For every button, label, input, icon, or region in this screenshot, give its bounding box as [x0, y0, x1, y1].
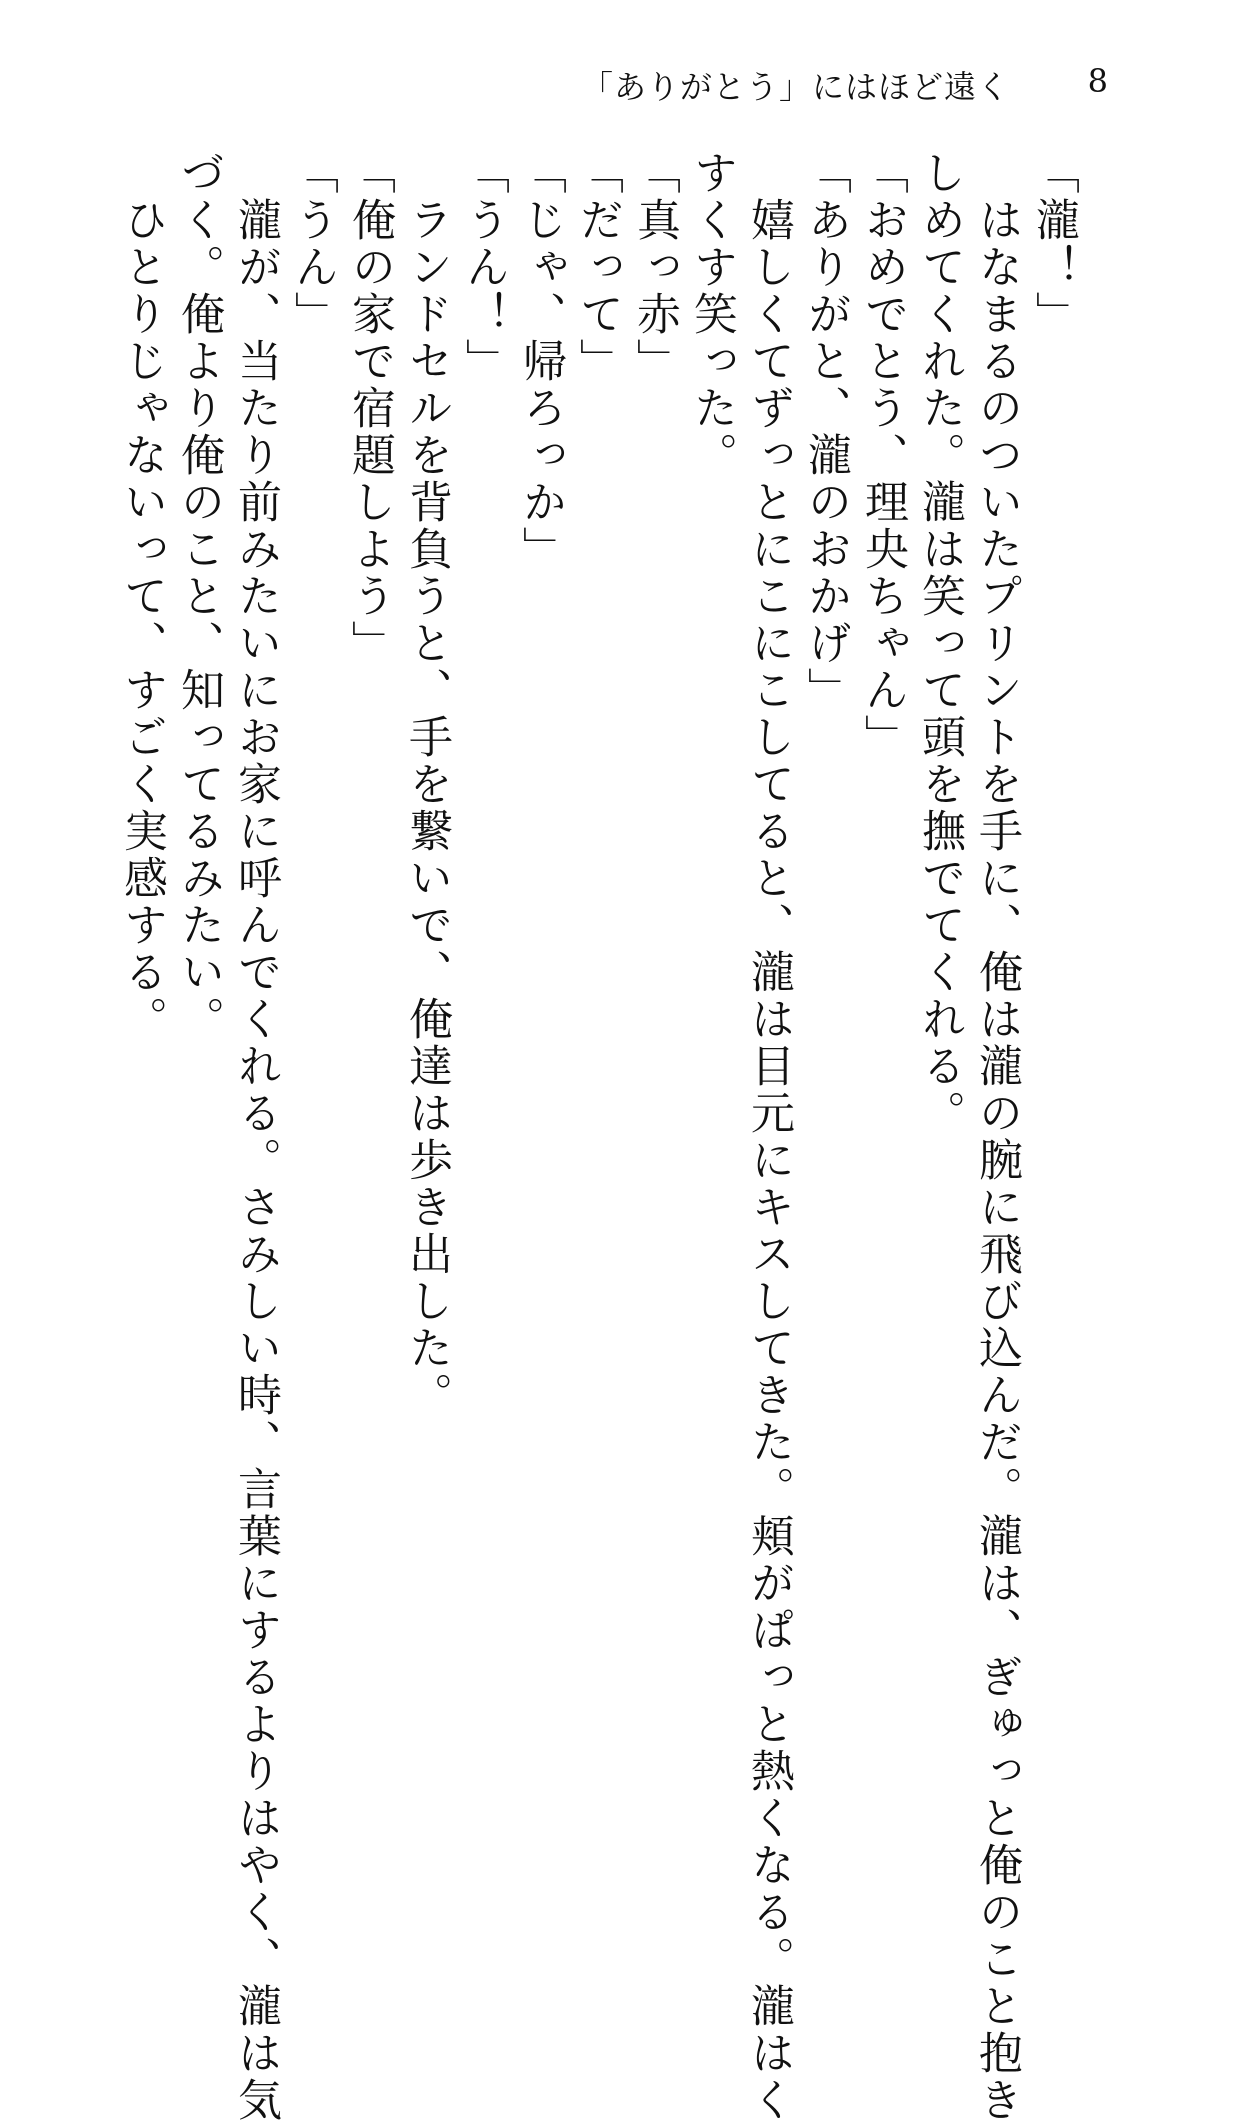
text-line: 「瀧！」 — [1028, 150, 1079, 338]
running-title: 「ありがとう」にはほど遠く — [580, 68, 1010, 106]
body-text — [82, 150, 1082, 2124]
text-line: 「うん」 — [287, 150, 338, 338]
text-line: しめてくれた。瀧は笑って頭を撫でてくれる。 — [914, 150, 965, 1137]
text-line: 「うん！」 — [458, 150, 509, 385]
text-line: 「ありがと、瀧のおかげ」 — [800, 150, 851, 714]
text-line: 「だって」 — [572, 150, 623, 385]
text-line: すくす笑った。 — [686, 150, 737, 479]
text-line: 「おめでとう、理央ちゃん」 — [857, 150, 908, 761]
page-number: 8 — [1087, 62, 1108, 100]
text-line: ランドセルを背負うと、手を繋いで、俺達は歩き出した。 — [401, 150, 452, 1419]
text-line: 瀧が、当たり前みたいにお家に呼んでくれる。さみしい時、言葉にするよりはやく、瀧は気 — [230, 150, 281, 2124]
text-line: 「俺の家で宿題しよう」 — [344, 150, 395, 667]
text-line: はなまるのついたプリントを手に、俺は瀧の腕に飛び込んだ。瀧は、ぎゅっと俺のこと抱き — [971, 150, 1022, 2124]
text-line: 嬉しくてずっとにこにこしてると、瀧は目元にキスしてきた。頬がぱっと熱くなる。瀧はく — [743, 150, 794, 2124]
text-line: ひとりじゃないって、すごく実感する。 — [116, 150, 167, 1043]
text-line: づく。俺より俺のこと、知ってるみたい。 — [173, 150, 224, 1043]
text-line: 「真っ赤」 — [629, 150, 680, 385]
text-line: 「じゃ、帰ろっか」 — [515, 150, 566, 573]
